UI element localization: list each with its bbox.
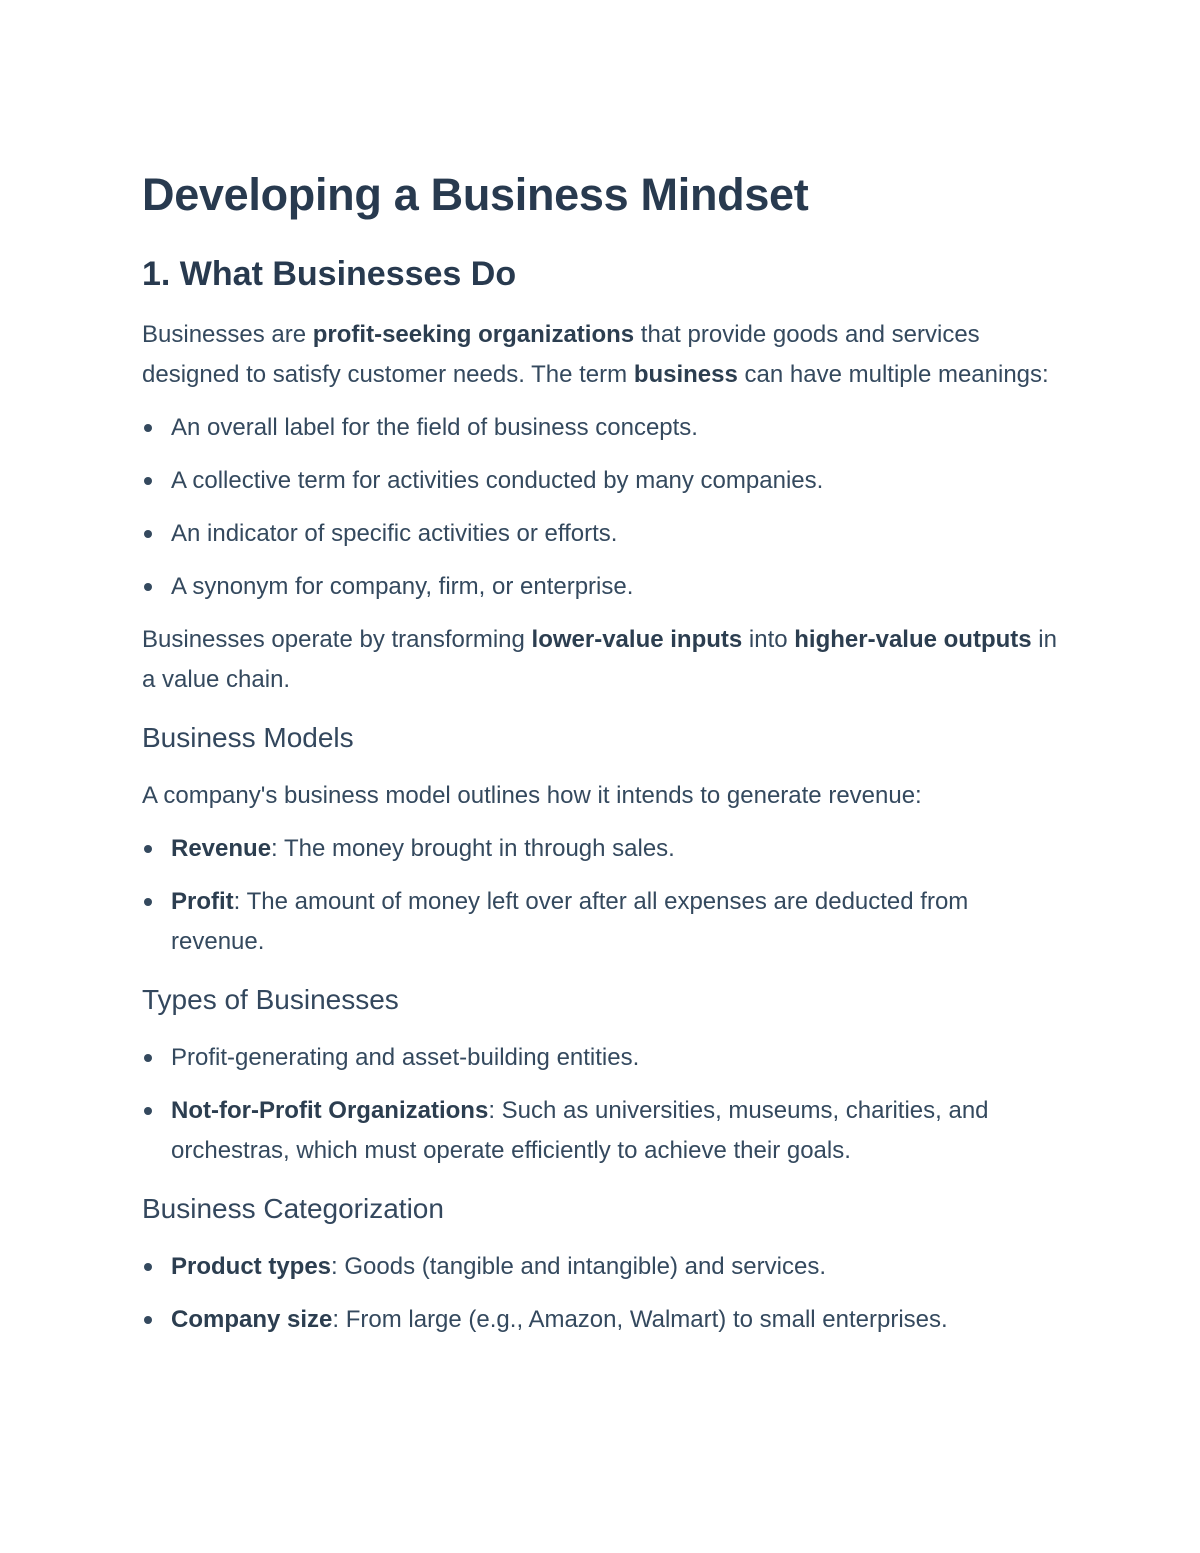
value-chain-bold-2: higher-value outputs <box>794 626 1032 653</box>
list-item <box>142 1247 1062 1287</box>
categorization-list <box>142 1247 1062 1340</box>
value-chain-paragraph <box>142 620 1062 700</box>
list-item-term: Revenue <box>171 835 272 862</box>
intro-text-1: Businesses are <box>142 321 313 348</box>
list-item-text: : Goods (tangible and intangible) and services. <box>331 1253 826 1280</box>
value-chain-text-3: in a value chain. <box>142 626 1057 693</box>
list-item-term: Company size <box>171 1306 333 1333</box>
list-item-text: : The money brought in through sales. <box>271 835 675 862</box>
list-item <box>142 1091 1062 1171</box>
intro-text-3: can have multiple meanings: <box>737 361 1049 388</box>
list-item-term: Profit <box>171 888 234 915</box>
list-item <box>142 829 1062 869</box>
intro-text-2: that provide goods and services designed to satisfy customer needs. The term <box>142 321 980 388</box>
intro-bold-2: business <box>633 361 738 388</box>
list-item-text: : From large (e.g., Amazon, Walmart) to small enterprises. <box>332 1306 948 1333</box>
list-item: An overall label for the field of business concepts. <box>142 408 1062 448</box>
list-item <box>142 882 1062 962</box>
list-item-term: Product types <box>171 1253 332 1280</box>
value-chain-text-1: Businesses operate by transforming <box>142 626 532 653</box>
list-item <box>142 1300 1062 1340</box>
section-intro-paragraph <box>142 315 1062 395</box>
list-item: An indicator of specific activities or efforts. <box>142 514 1062 554</box>
section-heading-what-businesses-do: 1. What Businesses Do <box>142 255 517 293</box>
subheading-business-categorization: Business Categorization <box>142 1193 444 1224</box>
document-page <box>142 160 1062 1340</box>
list-item-term: Not-for-Profit Organizations <box>171 1097 489 1124</box>
subheading-business-models: Business Models <box>142 722 354 753</box>
business-models-list <box>142 829 1062 962</box>
list-item: Profit-generating and asset-building entities. <box>142 1038 1062 1078</box>
value-chain-text-2: into <box>742 626 795 653</box>
business-models-intro: A company's business model outlines how it intends to generate revenue: <box>142 782 922 809</box>
meanings-list <box>142 408 1062 607</box>
list-item: A synonym for company, firm, or enterprise. <box>142 567 1062 607</box>
list-item-text: : The amount of money left over after all expenses are deducted from revenue. <box>171 888 969 955</box>
value-chain-bold-1: lower-value inputs <box>531 626 743 653</box>
list-item-text: : Such as universities, museums, charities, and orchestras, which must operate efficiently to achieve their goals. <box>171 1097 989 1164</box>
list-item: A collective term for activities conducted by many companies. <box>142 461 1062 501</box>
intro-bold-1: profit-seeking organizations <box>312 321 635 348</box>
subheading-types-of-businesses: Types of Businesses <box>142 984 399 1015</box>
document-title: Developing a Business Mindset <box>142 169 809 220</box>
types-list <box>142 1038 1062 1171</box>
